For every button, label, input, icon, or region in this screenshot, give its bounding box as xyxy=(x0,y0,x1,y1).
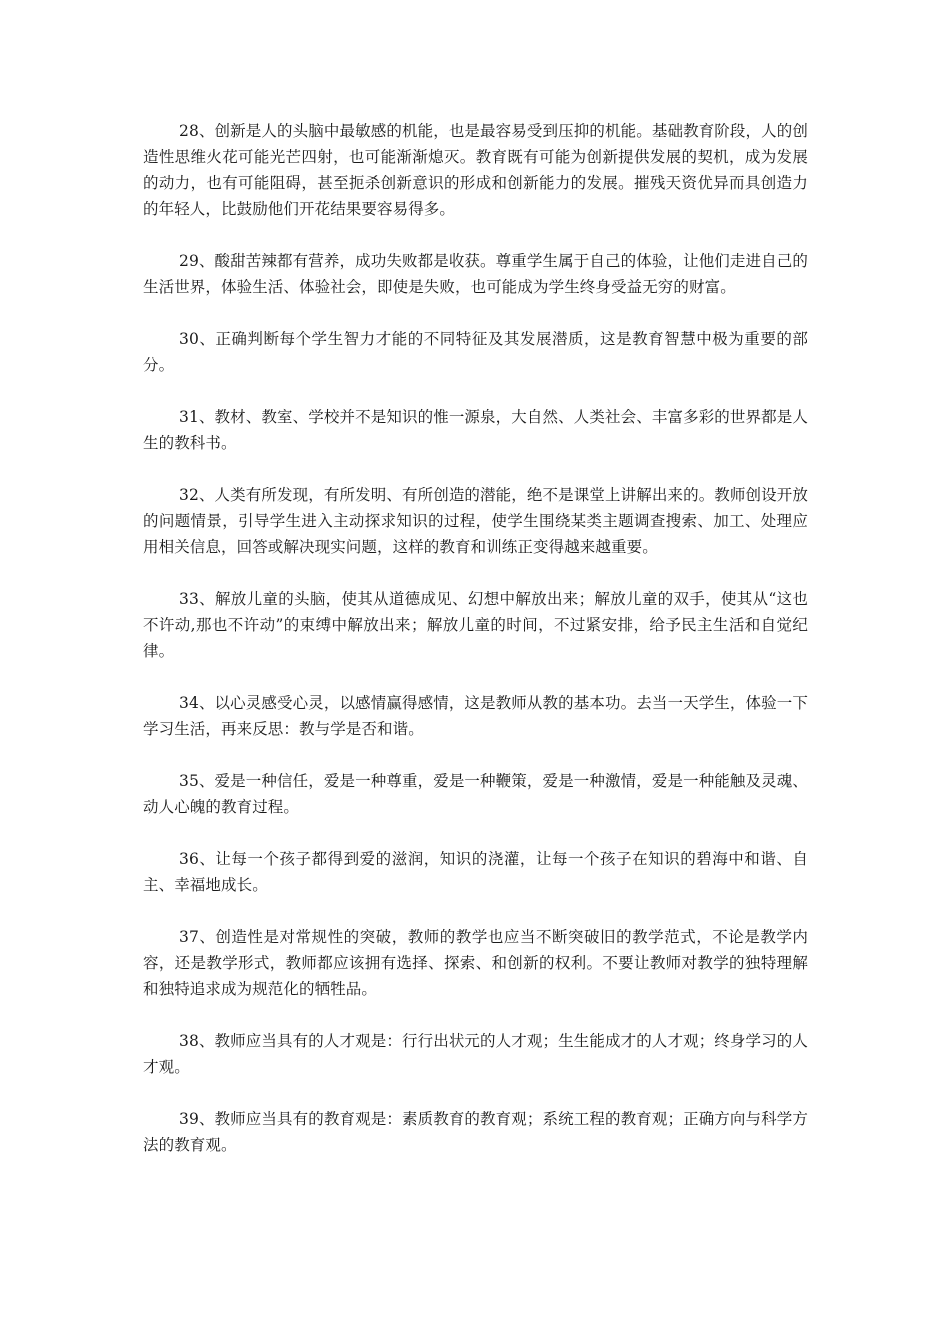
paragraph-34: 34、以心灵感受心灵，以感情赢得感情，这是教师从教的基本功。去当一天学生，体验一下学习生活，再来反思：教与学是否和谐。 xyxy=(143,694,808,738)
paragraph-38: 38、教师应当具有的人才观是：行行出状元的人才观；生生能成才的人才观；终身学习的人才观。 xyxy=(143,1032,808,1076)
paragraph-31: 31、教材、教室、学校并不是知识的惟一源泉，大自然、人类社会、丰富多彩的世界都是人生的教科书。 xyxy=(143,408,808,452)
paragraph-29: 29、酸甜苦辣都有营养，成功失败都是收获。尊重学生属于自己的体验，让他们走进自己的生活世界，体验生活、体验社会，即使是失败，也可能成为学生终身受益无穷的财富。 xyxy=(143,252,808,296)
paragraph-32: 32、人类有所发现，有所发明、有所创造的潜能，绝不是课堂上讲解出来的。教师创设开放的问题情景，引导学生进入主动探求知识的过程，使学生围绕某类主题调查搜索、加工、处理应用相关信息，回答或解决现实问题，这样的教育和训练正变得越来越重要。 xyxy=(143,486,808,556)
paragraph-33: 33、解放儿童的头脑，使其从道德成见、幻想中解放出来；解放儿童的双手，使其从“这也不许动,那也不许动”的束缚中解放出来；解放儿童的时间，不过紧安排，给予民主生活和自觉纪律。 xyxy=(143,590,808,660)
paragraph-30: 30、正确判断每个学生智力才能的不同特征及其发展潜质，这是教育智慧中极为重要的部分。 xyxy=(143,330,808,374)
paragraph-39: 39、教师应当具有的教育观是：素质教育的教育观；系统工程的教育观；正确方向与科学方法的教育观。 xyxy=(143,1110,808,1154)
paragraph-36: 36、让每一个孩子都得到爱的滋润，知识的浇灌，让每一个孩子在知识的碧海中和谐、自主、幸福地成长。 xyxy=(143,850,808,894)
document-body xyxy=(143,118,808,1184)
paragraph-35: 35、爱是一种信任，爱是一种尊重，爱是一种鞭策，爱是一种激情，爱是一种能触及灵魂、动人心魄的教育过程。 xyxy=(143,772,808,816)
paragraph-28: 28、创新是人的头脑中最敏感的机能，也是最容易受到压抑的机能。基础教育阶段，人的创造性思维火花可能光芒四射，也可能渐渐熄灭。教育既有可能为创新提供发展的契机，成为发展的动力，也有可能阻碍，甚至扼杀创新意识的形成和创新能力的发展。摧残天资优异而具创造力的年轻人，比鼓励他们开花结果要容易得多。 xyxy=(143,122,808,218)
paragraph-37: 37、创造性是对常规性的突破，教师的教学也应当不断突破旧的教学范式，不论是教学内容，还是教学形式，教师都应该拥有选择、探索、和创新的权利。不要让教师对教学的独特理解和独特追求成为规范化的牺牲品。 xyxy=(143,928,808,998)
